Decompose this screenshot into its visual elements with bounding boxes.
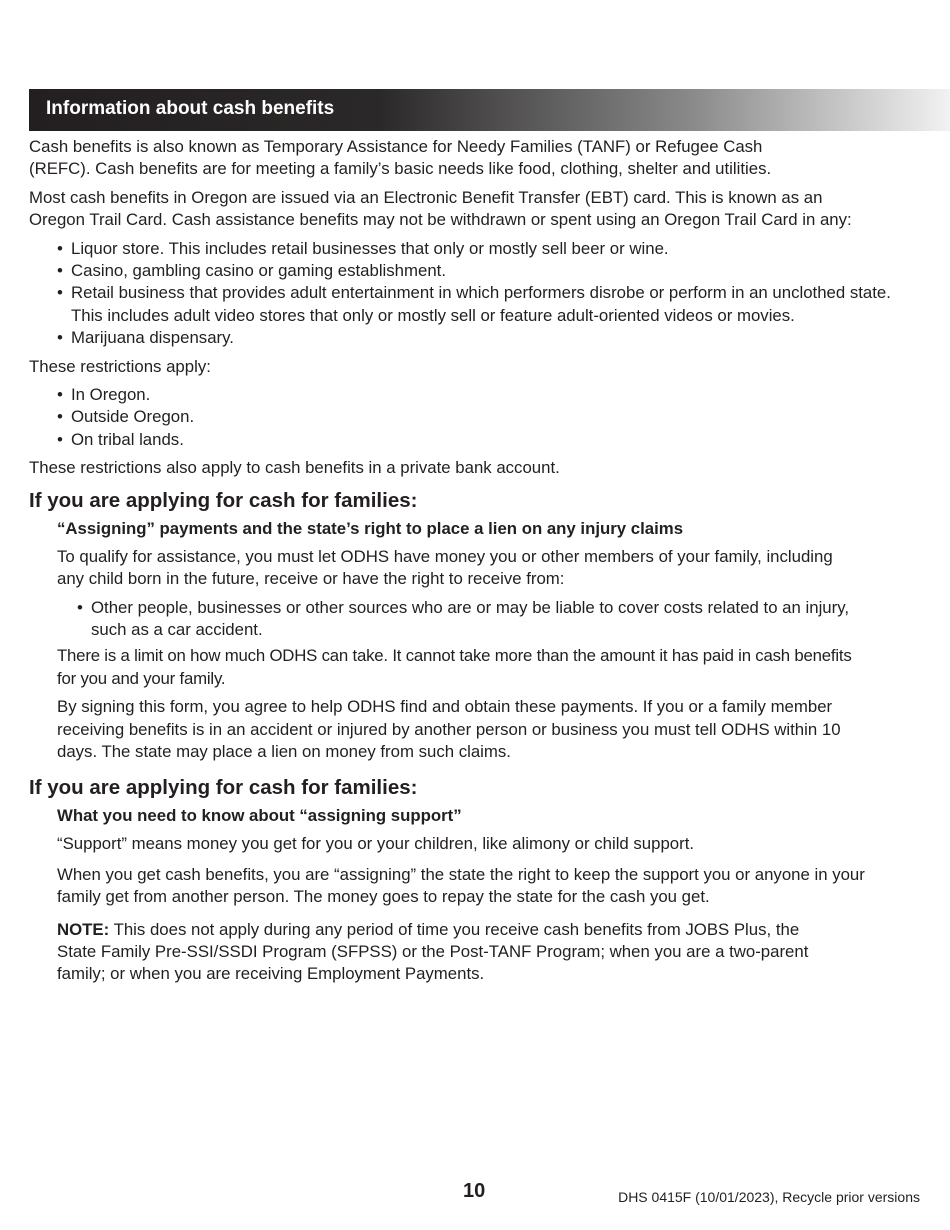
section1-paragraph-3: By signing this form, you agree to help ODHS find and obtain these payments. If you or a family member receiving benefits is in an accident or injured by another person or business you must tell ODHS within 10 days. The state may place a lien on money from such claims.: [57, 697, 841, 761]
section1-subheading: “Assigning” payments and the state’s right to place a lien on any injury claims: [57, 518, 684, 538]
restriction-locations-list: [29, 384, 904, 451]
list-item: • Liquor store. This includes retail businesses that only or mostly sell beer or wine.: [57, 238, 904, 260]
intro-paragraph-1: Cash benefits is also known as Temporary Assistance for Needy Families (TANF) or Refugee Cash (REFC). Cash benefits are for meeting a family’s basic needs like food, clothing, shelter and utilities.: [29, 137, 772, 179]
note-paragraph: [57, 919, 837, 986]
section1-body: [29, 518, 904, 764]
page-content: [29, 136, 904, 992]
form-identifier: DHS 0415F (10/01/2023), Recycle prior versions: [618, 1189, 920, 1205]
list-item: • Other people, businesses or other sources who are or may be liable to cover costs related to an injury, such as a car accident.: [77, 597, 851, 642]
section2-body: [29, 805, 904, 985]
list-item: • Marijuana dispensary.: [57, 327, 904, 349]
intro-paragraph-2: Most cash benefits in Oregon are issued via an Electronic Benefit Transfer (EBT) card. This is known as an Oregon Trail Card. Cash assistance benefits may not be withdrawn or spent using an Oregon Trail Card in any:: [29, 187, 852, 230]
note-label: NOTE:: [57, 919, 110, 939]
list-item: • Retail business that provides adult entertainment in which performers disrobe or perform in an unclothed state. This includes adult video stores that only or mostly sell or feature adult-oriented videos or movies.: [57, 282, 904, 327]
section-banner: [29, 89, 950, 131]
section-title: Information about cash benefits: [46, 98, 335, 119]
section1-paragraph-1: To qualify for assistance, you must let ODHS have money you or other members of your family, including any child born in the future, receive or have the right to receive from:: [57, 546, 833, 589]
section1-heading: If you are applying for cash for families:: [29, 488, 418, 512]
section2-paragraph-1: “Support” means money you get for you or your children, like alimony or child support.: [57, 834, 695, 854]
prohibited-places-list: [29, 238, 904, 350]
restrictions-bank-paragraph: These restrictions also apply to cash benefits in a private bank account.: [29, 458, 560, 478]
section2-heading: If you are applying for cash for families:: [29, 776, 418, 800]
list-item: • In Oregon.: [57, 384, 904, 406]
restrictions-intro: These restrictions apply:: [29, 356, 211, 376]
note-text: This does not apply during any period of time you receive cash benefits from JOBS Plus, the State Family Pre-SSI/SSDI Program (SFPSS) or the Post-TANF Program; when you are a two-parent family; or when you are receiving Employment Payments.: [57, 919, 809, 984]
section1-paragraph-2: There is a limit on how much ODHS can take. It cannot take more than the amount it has paid in cash benefits for you and your family.: [57, 646, 852, 688]
list-item: • Casino, gambling casino or gaming establishment.: [57, 260, 904, 282]
section2-paragraph-2: When you get cash benefits, you are “assigning” the state the right to keep the support you or anyone in your family get from another person. The money goes to repay the state for the cash you get.: [57, 864, 865, 907]
list-item: • Outside Oregon.: [57, 406, 904, 428]
page-number: 10: [463, 1180, 486, 1202]
injury-sources-list: [57, 597, 904, 642]
list-item: • On tribal lands.: [57, 429, 904, 451]
section2-subheading: What you need to know about “assigning support”: [57, 806, 462, 826]
